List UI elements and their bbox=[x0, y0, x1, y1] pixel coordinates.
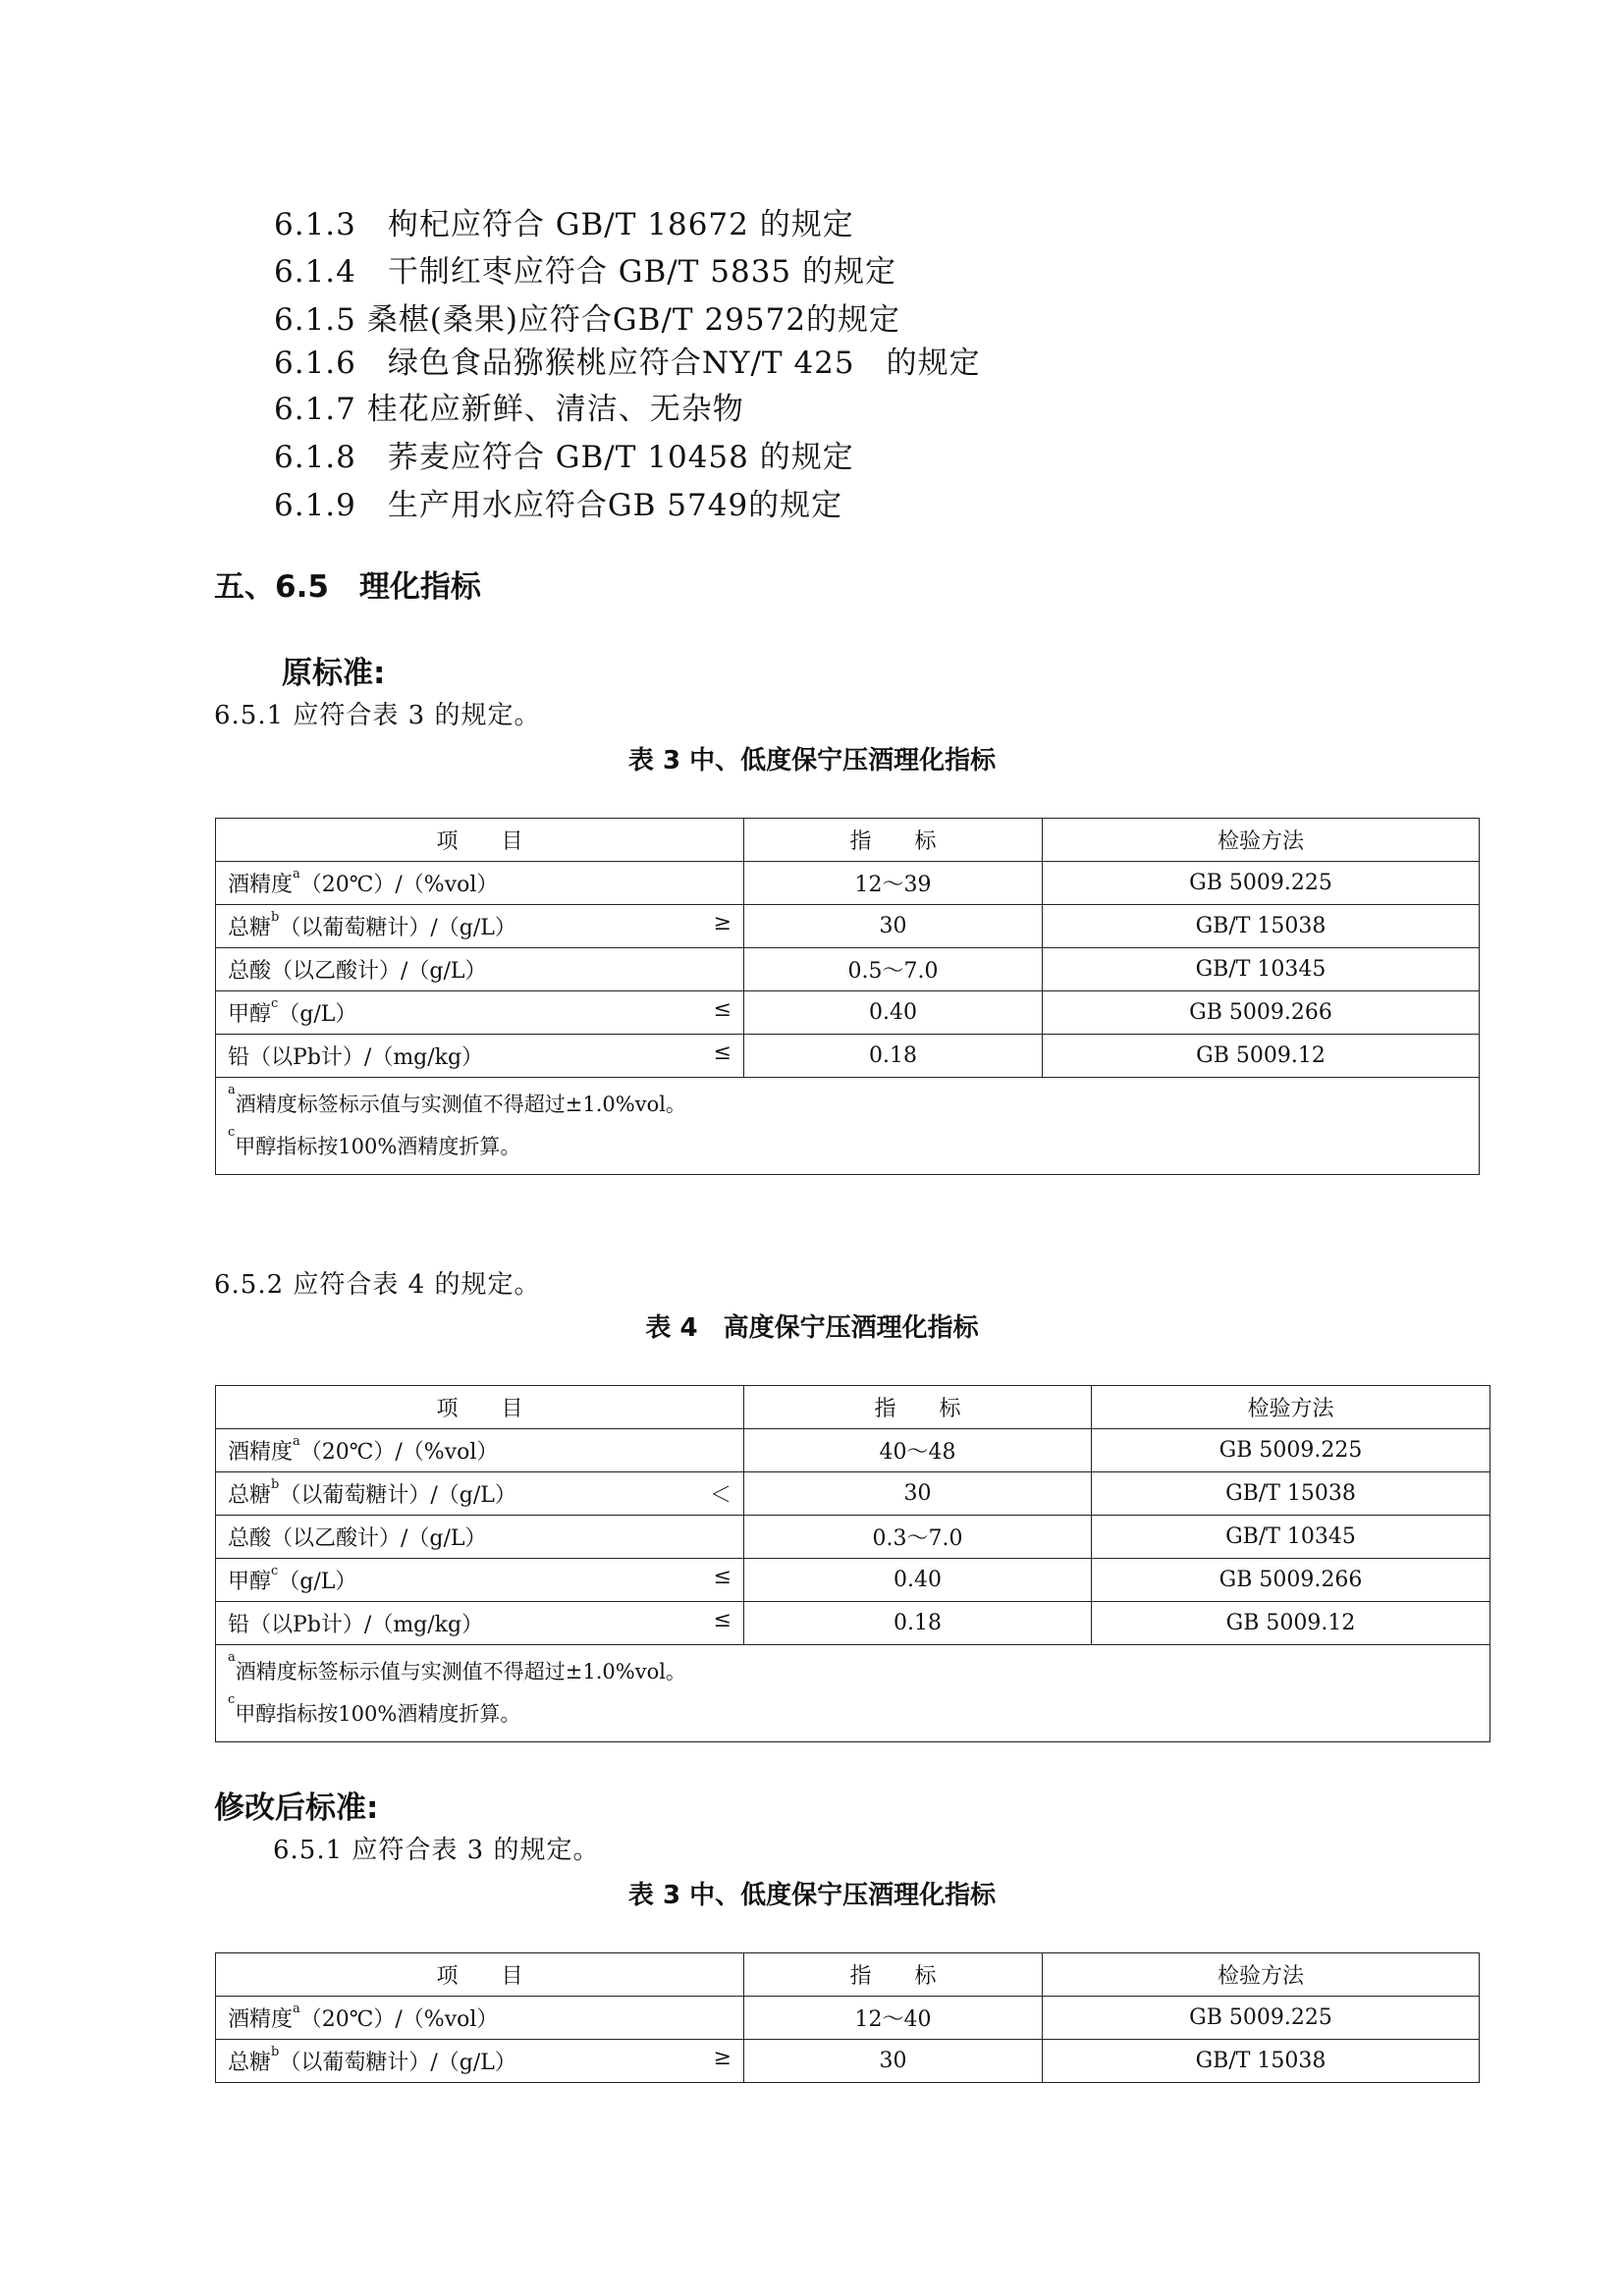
item-name: 酒精度 bbox=[228, 1440, 294, 1465]
header-method: 检验方法 bbox=[1043, 1953, 1480, 1997]
list-item-6-1-3: 6.1.3 枸杞应符合 GB/T 18672 的规定 bbox=[274, 207, 854, 242]
footnote-marker: a bbox=[293, 2002, 300, 2016]
row-value-cell: 12～39 bbox=[744, 862, 1043, 905]
list-item-6-1-8: 6.1.8 荞麦应符合 GB/T 10458 的规定 bbox=[274, 440, 854, 475]
item-name: 总酸 bbox=[228, 959, 272, 984]
list-item-6-1-5: 6.1.5 桑椹(桑果)应符合GB/T 29572的规定 bbox=[274, 302, 901, 338]
table-row bbox=[216, 862, 1480, 905]
row-value-cell: 0.18 bbox=[744, 1602, 1092, 1645]
row-item-cell bbox=[216, 905, 744, 948]
item-unit: （以葡萄糖计）/（g/L） bbox=[279, 1483, 516, 1508]
footnote-marker: a bbox=[228, 1083, 236, 1097]
list-item-6-1-9: 6.1.9 生产用水应符合GB 5749的规定 bbox=[274, 488, 843, 523]
footnote-marker: a bbox=[293, 867, 300, 881]
row-item-cell bbox=[216, 862, 744, 905]
table4-caption-original: 表 4 高度保宁压酒理化指标 bbox=[645, 1313, 979, 1343]
footnote-marker: c bbox=[271, 1564, 279, 1578]
row-item-cell bbox=[216, 991, 744, 1035]
table-row bbox=[216, 1997, 1480, 2040]
row-item-cell bbox=[216, 1472, 744, 1516]
item-unit: （以葡萄糖计）/（g/L） bbox=[279, 916, 516, 940]
item-unit: （20℃）/（%vol） bbox=[299, 2007, 499, 2032]
row-item-cell bbox=[216, 1035, 744, 1078]
row-method-cell: GB 5009.266 bbox=[1043, 991, 1480, 1035]
comparison-symbol: ≥ bbox=[713, 911, 731, 935]
header-item: 项 目 bbox=[216, 1953, 744, 1997]
table-row bbox=[216, 1516, 1490, 1559]
row-method-cell: GB 5009.266 bbox=[1092, 1559, 1490, 1602]
row-value-cell: 12～40 bbox=[744, 1997, 1043, 2040]
row-method-cell: GB 5009.12 bbox=[1043, 1035, 1480, 1078]
header-method: 检验方法 bbox=[1043, 819, 1480, 862]
item-name: 铅 bbox=[228, 1045, 250, 1070]
table4-intro-original: 6.5.2 应符合表 4 的规定。 bbox=[214, 1270, 541, 1300]
table3-caption-modified: 表 3 中、低度保宁压酒理化指标 bbox=[627, 1881, 997, 1910]
row-item-cell bbox=[216, 2040, 744, 2083]
section-heading: 五、6.5 理化指标 bbox=[214, 569, 481, 605]
row-value-cell: 0.18 bbox=[744, 1035, 1043, 1078]
comparison-symbol: ＜ bbox=[709, 1483, 731, 1508]
footnote-text: 酒精度标签标示值与实测值不得超过±1.0%vol。 bbox=[235, 1660, 686, 1683]
item-name: 总糖 bbox=[228, 2051, 272, 2075]
item-name: 总糖 bbox=[228, 1483, 272, 1508]
list-item-6-1-7: 6.1.7 桂花应新鲜、清洁、无杂物 bbox=[274, 392, 744, 427]
row-method-cell: GB/T 15038 bbox=[1043, 905, 1480, 948]
table-notes bbox=[216, 1078, 1480, 1175]
table-row bbox=[216, 948, 1480, 991]
list-item-6-1-6: 6.1.6 绿色食品猕猴桃应符合NY/T 425 的规定 bbox=[274, 346, 981, 381]
row-method-cell: GB 5009.225 bbox=[1092, 1429, 1490, 1472]
footnote bbox=[228, 1126, 1467, 1168]
item-name: 甲醇 bbox=[228, 1002, 272, 1027]
footnote bbox=[228, 1651, 1478, 1693]
item-name: 甲醇 bbox=[228, 1570, 272, 1594]
row-value-cell: 0.3～7.0 bbox=[744, 1516, 1092, 1559]
table-row bbox=[216, 991, 1480, 1035]
table-notes-row bbox=[216, 1078, 1480, 1175]
footnote-marker: a bbox=[293, 1434, 300, 1449]
footnote-marker: b bbox=[271, 910, 280, 925]
comparison-symbol: ≥ bbox=[713, 2046, 731, 2070]
header-method: 检验方法 bbox=[1092, 1386, 1490, 1429]
header-index: 指 标 bbox=[744, 819, 1043, 862]
table-header-row bbox=[216, 1953, 1480, 1997]
header-item: 项 目 bbox=[216, 819, 744, 862]
original-standard-label: 原标准: bbox=[282, 656, 386, 691]
table-header-row bbox=[216, 819, 1480, 862]
comparison-symbol: ≤ bbox=[713, 997, 731, 1022]
row-value-cell: 0.5～7.0 bbox=[744, 948, 1043, 991]
header-index: 指 标 bbox=[744, 1386, 1092, 1429]
item-unit: （g/L） bbox=[278, 1002, 357, 1027]
table-notes-row bbox=[216, 1645, 1490, 1742]
table-row bbox=[216, 1602, 1490, 1645]
header-index: 指 标 bbox=[744, 1953, 1043, 1997]
row-method-cell: GB 5009.12 bbox=[1092, 1602, 1490, 1645]
row-method-cell: GB/T 10345 bbox=[1092, 1516, 1490, 1559]
row-item-cell bbox=[216, 1429, 744, 1472]
table4-original bbox=[215, 1385, 1490, 1742]
item-unit: （g/L） bbox=[278, 1570, 357, 1594]
footnote-marker: c bbox=[271, 996, 279, 1011]
item-unit: （20℃）/（%vol） bbox=[299, 873, 499, 897]
item-name: 铅 bbox=[228, 1613, 250, 1637]
row-value-cell: 30 bbox=[744, 1472, 1092, 1516]
table-row bbox=[216, 905, 1480, 948]
comparison-symbol: ≤ bbox=[713, 1565, 731, 1589]
item-name: 酒精度 bbox=[228, 2007, 294, 2032]
row-value-cell: 40～48 bbox=[744, 1429, 1092, 1472]
table3-intro-original: 6.5.1 应符合表 3 的规定。 bbox=[214, 701, 541, 730]
footnote-marker: c bbox=[228, 1692, 236, 1707]
footnote-marker: c bbox=[228, 1125, 236, 1140]
footnote bbox=[228, 1084, 1467, 1126]
item-unit: （以葡萄糖计）/（g/L） bbox=[279, 2051, 516, 2075]
footnote-text: 甲醇指标按100%酒精度折算。 bbox=[235, 1702, 521, 1726]
item-name: 总酸 bbox=[228, 1526, 272, 1551]
item-name: 总糖 bbox=[228, 916, 272, 940]
row-method-cell: GB 5009.225 bbox=[1043, 1997, 1480, 2040]
footnote-marker: b bbox=[271, 1477, 280, 1492]
row-item-cell bbox=[216, 1997, 744, 2040]
row-value-cell: 30 bbox=[744, 905, 1043, 948]
table-row bbox=[216, 1429, 1490, 1472]
item-unit: （以Pb计）/（mg/kg） bbox=[249, 1613, 484, 1637]
footnote-text: 酒精度标签标示值与实测值不得超过±1.0%vol。 bbox=[235, 1093, 686, 1116]
item-name: 酒精度 bbox=[228, 873, 294, 897]
row-method-cell: GB/T 15038 bbox=[1043, 2040, 1480, 2083]
row-value-cell: 30 bbox=[744, 2040, 1043, 2083]
item-unit: （以乙酸计）/（g/L） bbox=[271, 959, 487, 984]
row-value-cell: 0.40 bbox=[744, 1559, 1092, 1602]
table3-original bbox=[215, 818, 1480, 1175]
modified-standard-label: 修改后标准: bbox=[214, 1790, 379, 1826]
table-row bbox=[216, 1035, 1480, 1078]
row-item-cell bbox=[216, 1559, 744, 1602]
header-item: 项 目 bbox=[216, 1386, 744, 1429]
row-item-cell bbox=[216, 1516, 744, 1559]
row-method-cell: GB/T 10345 bbox=[1043, 948, 1480, 991]
comparison-symbol: ≤ bbox=[713, 1041, 731, 1065]
item-unit: （以Pb计）/（mg/kg） bbox=[249, 1045, 484, 1070]
table-notes bbox=[216, 1645, 1490, 1742]
table-row bbox=[216, 2040, 1480, 2083]
footnote-text: 甲醇指标按100%酒精度折算。 bbox=[235, 1135, 521, 1158]
row-value-cell: 0.40 bbox=[744, 991, 1043, 1035]
table3-modified bbox=[215, 1952, 1480, 2083]
table3-intro-modified: 6.5.1 应符合表 3 的规定。 bbox=[273, 1836, 600, 1865]
row-method-cell: GB 5009.225 bbox=[1043, 862, 1480, 905]
table3-caption-original: 表 3 中、低度保宁压酒理化指标 bbox=[627, 746, 997, 775]
table-header-row bbox=[216, 1386, 1490, 1429]
list-item-6-1-4: 6.1.4 干制红枣应符合 GB/T 5835 的规定 bbox=[274, 254, 896, 290]
footnote-marker: a bbox=[228, 1650, 236, 1665]
table-row bbox=[216, 1472, 1490, 1516]
row-method-cell: GB/T 15038 bbox=[1092, 1472, 1490, 1516]
comparison-symbol: ≤ bbox=[713, 1608, 731, 1632]
table-row bbox=[216, 1559, 1490, 1602]
row-item-cell bbox=[216, 948, 744, 991]
row-item-cell bbox=[216, 1602, 744, 1645]
item-unit: （20℃）/（%vol） bbox=[299, 1440, 499, 1465]
footnote-marker: b bbox=[271, 2045, 280, 2059]
item-unit: （以乙酸计）/（g/L） bbox=[271, 1526, 487, 1551]
footnote bbox=[228, 1693, 1478, 1735]
